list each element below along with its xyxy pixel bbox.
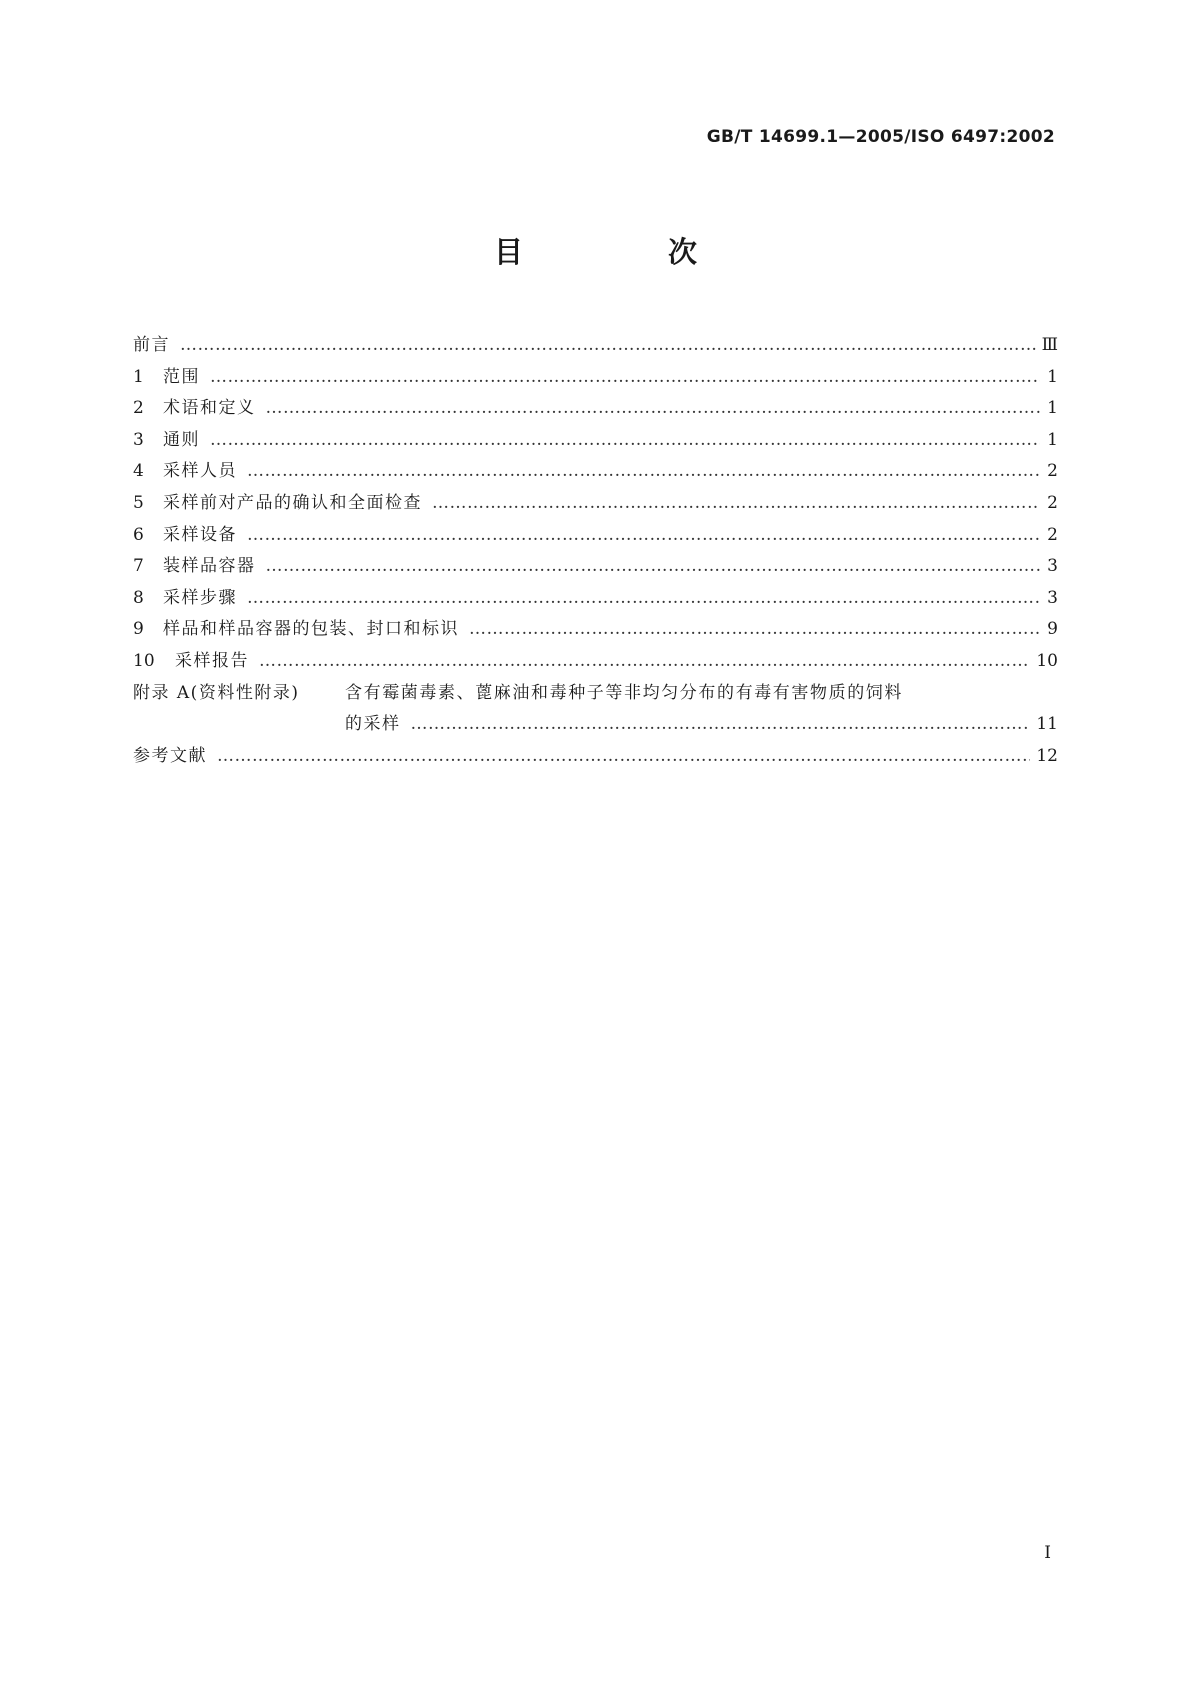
toc-number: 3 (133, 429, 144, 450)
toc-entry-4[interactable] (133, 456, 1058, 488)
toc-entry-annex-a[interactable] (133, 678, 1058, 710)
toc-label: 通则 (163, 429, 200, 450)
toc-number: 5 (133, 492, 144, 513)
toc-page: 2 (1047, 524, 1058, 545)
toc-leader (411, 709, 1031, 741)
toc-page: 9 (1047, 619, 1058, 640)
toc-label: 采样步骤 (163, 587, 237, 608)
toc-leader (180, 330, 1036, 362)
toc-leader (247, 456, 1040, 488)
toc-page: 3 (1047, 587, 1058, 608)
toc-label: 采样前对产品的确认和全面检查 (163, 492, 422, 513)
page-title: 目 次 (493, 235, 755, 269)
toc-annex-title-line1: 含有霉菌毒素、蓖麻油和毒种子等非均匀分布的有毒有害物质的饲料 (345, 682, 903, 703)
toc-page: 11 (1036, 714, 1058, 735)
toc-entry-10[interactable] (133, 646, 1058, 678)
toc-number: 9 (133, 619, 144, 640)
toc-number: 10 (133, 650, 155, 671)
toc-number: 7 (133, 556, 144, 577)
toc-leader (266, 393, 1041, 425)
toc-leader (469, 614, 1040, 646)
toc-label: 范围 (163, 366, 200, 387)
toc-leader (217, 741, 1030, 773)
toc-page: 1 (1047, 429, 1058, 450)
toc-page: 10 (1036, 650, 1058, 671)
toc-entry-5[interactable] (133, 488, 1058, 520)
toc-label: 参考文献 (133, 745, 207, 766)
toc-number: 4 (133, 461, 144, 482)
toc-label: 样品和样品容器的包装、封口和标识 (163, 619, 459, 640)
toc-entry-2[interactable] (133, 393, 1058, 425)
standard-code: GB/T 14699.1—2005/ISO 6497:2002 (706, 127, 1055, 147)
toc-label: 采样人员 (163, 461, 237, 482)
toc-entry-8[interactable] (133, 583, 1058, 615)
toc-entry-3[interactable] (133, 425, 1058, 457)
toc-page: 2 (1047, 461, 1058, 482)
toc-label: 采样设备 (163, 524, 237, 545)
toc-page: 3 (1047, 556, 1058, 577)
toc-label: 采样报告 (175, 650, 249, 671)
toc-label: 术语和定义 (163, 398, 256, 419)
toc-leader (210, 362, 1040, 394)
toc-annex-prefix: 附录 A(资料性附录) (133, 682, 300, 703)
toc-entry-7[interactable] (133, 551, 1058, 583)
toc-label: 前言 (133, 335, 170, 355)
toc-entry-6[interactable] (133, 520, 1058, 552)
toc-entry-references[interactable] (133, 741, 1058, 773)
toc-page: 2 (1047, 492, 1058, 513)
toc-page: 12 (1036, 745, 1058, 766)
toc-leader (266, 551, 1041, 583)
toc-leader (210, 425, 1040, 457)
toc-page: 1 (1047, 366, 1058, 387)
toc-annex-title-line2: 的采样 (345, 714, 401, 735)
toc-entry-annex-a-continued[interactable] (133, 709, 1058, 741)
table-of-contents (133, 330, 1058, 772)
page-number: I (1044, 1543, 1051, 1563)
toc-number: 8 (133, 587, 144, 608)
toc-number: 2 (133, 398, 144, 419)
toc-entry-9[interactable] (133, 614, 1058, 646)
toc-label: 装样品容器 (163, 556, 256, 577)
toc-number: 6 (133, 524, 144, 545)
toc-page: 1 (1047, 398, 1058, 419)
toc-leader (259, 646, 1030, 678)
toc-leader (247, 520, 1040, 552)
toc-page: Ⅲ (1041, 335, 1058, 355)
toc-leader (247, 583, 1040, 615)
toc-leader (432, 488, 1040, 520)
toc-number: 1 (133, 366, 144, 387)
toc-entry-foreword[interactable] (133, 330, 1058, 362)
toc-entry-1[interactable] (133, 362, 1058, 394)
